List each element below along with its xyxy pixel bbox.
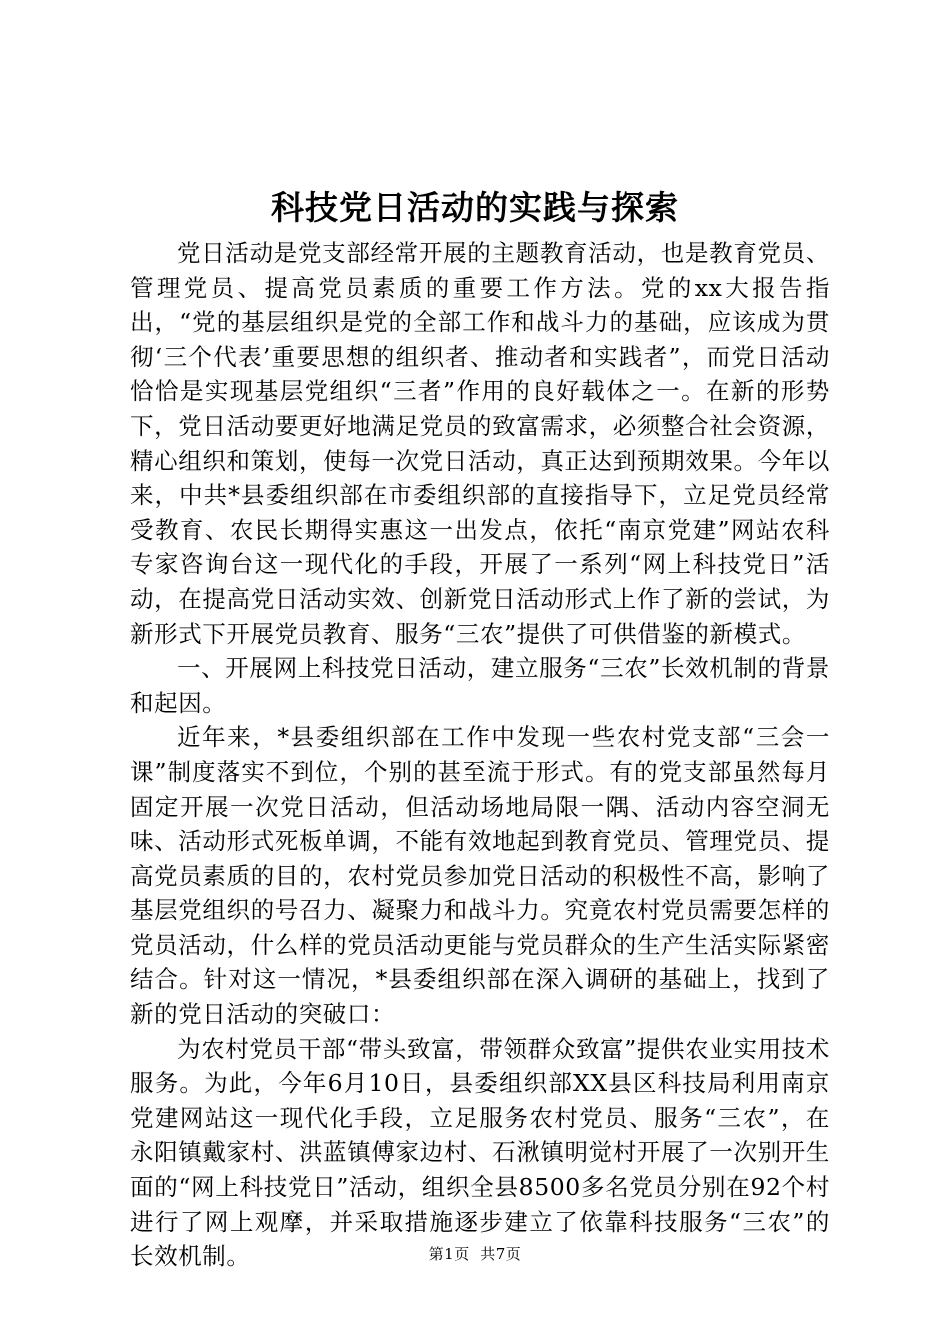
- paragraph-intro: 党日活动是党支部经常开展的主题教育活动，也是教育党员、管理党员、提高党员素质的重要工作方法。党的xx大报告指出，“党的基层组织是党的全部工作和战斗力的基础，应该成为贯彻‘三个代表’重要思想的组织者、推动者和实践者”，而党日活动恰恰是实现基层党组织“三者”作用的良好载体之一。在新的形势下，党日活动要更好地满足党员的致富需求，必须整合社会资源，精心组织和策划，使每一次党日活动，真正达到预期效果。今年以来，中共*县委组织部在市委组织部的直接指导下，立足党员经常受教育、农民长期得实惠这一出发点，依托“南京党建”网站农科专家咨询台这一现代化的手段，开展了一系列“网上科技党日”活动，在提高党日活动实效、创新党日活动形式上作了新的尝试，为新形式下开展党员教育、服务“三农”提供了可供借鉴的新模式。: [130, 239, 830, 648]
- paragraph-section-heading: 一、开展网上科技党日活动，建立服务“三农”长效机制的背景和起因。: [130, 654, 830, 717]
- paragraph-service: 为农村党员干部“带头致富，带领群众致富”提供农业实用技术服务。为此，今年6月10日，县委组织部XX县区科技局利用南京党建网站这一现代化手段，立足服务农村党员、服务“三农”，在永阳镇戴家村、洪蓝镇傅家边村、石湫镇明觉村开展了一次别开生面的“网上科技党日”活动，组织全县8500多名党员分别在92个村进行了网上观摩，并采取措施逐步建立了依靠科技服务“三农”的长效机制。: [130, 1034, 830, 1271]
- paragraph-background: 近年来，*县委组织部在工作中发现一些农村党支部“三会一课”制度落实不到位，个别的甚至流于形式。有的党支部虽然每月固定开展一次党日活动，但活动场地局限一隅、活动内容空洞无味、活动形式死板单调，不能有效地起到教育党员、管理党员、提高党员素质的目的，农村党员参加党日活动的积极性不高，影响了基层党组织的号召力、凝聚力和战斗力。究竟农村党员需要怎样的党员活动，什么样的党员活动更能与党员群众的生产生活实际紧密结合。针对这一情况，*县委组织部在深入调研的基础上，找到了新的党日活动的突破口：: [130, 723, 830, 1029]
- page-footer: [0, 1243, 950, 1265]
- page-number: 第1页: [428, 1245, 470, 1263]
- page-title: 科技党日活动的实践与探索: [271, 188, 679, 227]
- page-total: 共7页: [480, 1245, 522, 1263]
- footer-separator: [470, 1245, 481, 1263]
- document-body: [130, 236, 830, 1274]
